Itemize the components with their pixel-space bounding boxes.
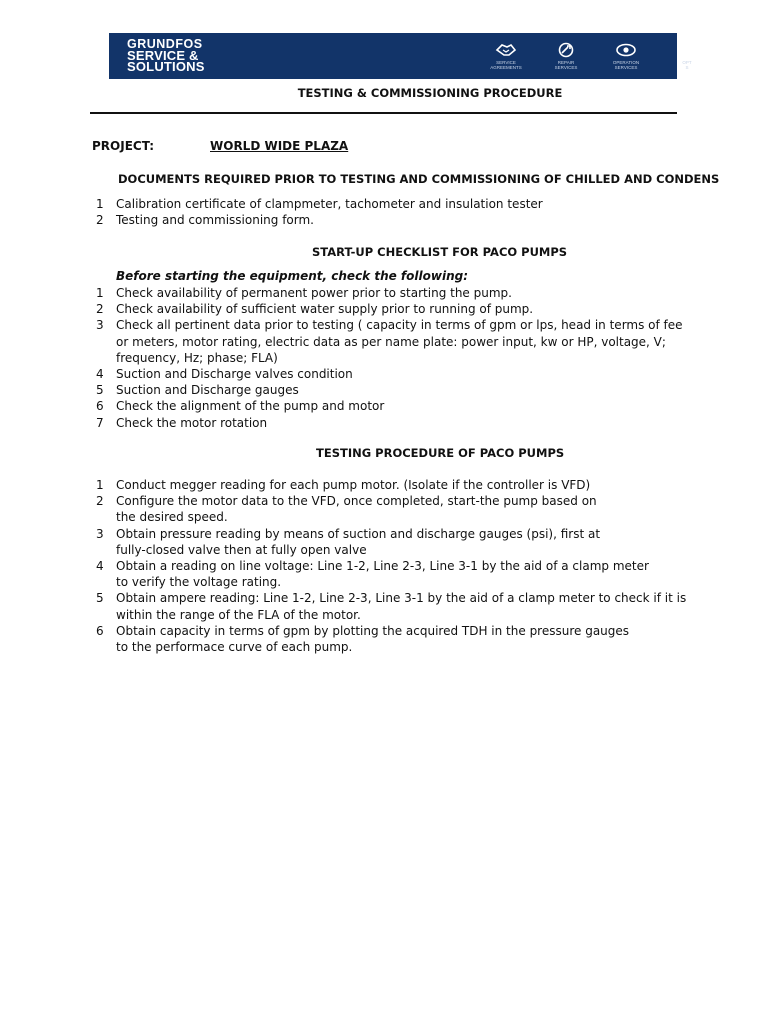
item-text: Check all pertinent data prior to testing ( capacity in terms of gpm or lps, head in terms of fee or meters, motor rating, electric data as per name plate: power input, kw or HP, voltage, V; frequency, Hz; phase; FLA): [116, 318, 683, 365]
item-number: 2: [96, 213, 104, 228]
item-number: 6: [96, 623, 104, 638]
item-text: Suction and Discharge valves condition: [116, 367, 353, 382]
item-number: 7: [96, 415, 104, 430]
partial-icon: [676, 42, 698, 58]
service-agreements: [476, 42, 536, 70]
list-item: [90, 590, 690, 622]
list-item: [90, 366, 690, 382]
item-text: Configure the motor data to the VFD, once completed, start-the pump based on the desired speed.: [116, 494, 597, 525]
item-number: 1: [96, 197, 104, 211]
list-item: [90, 415, 690, 431]
item-text: Obtain ampere reading: Line 1-2, Line 2-3, Line 3-1 by the aid of a clamp meter to check if it is within the range of the FLA of the motor.: [116, 591, 687, 622]
list-item: [90, 196, 690, 212]
service-agreements-label: SERVICE AGREEMENTS: [490, 60, 522, 70]
operation-services-label: OPERATION SERVICES: [612, 60, 640, 70]
list-item: [90, 493, 690, 525]
item-number: 3: [96, 318, 104, 333]
repair-services: [536, 42, 596, 70]
repair-services-label: REPAIR SERVICES: [554, 60, 578, 70]
logo-line-2: SERVICE &: [127, 48, 199, 63]
item-number: 4: [96, 559, 104, 574]
item-number: 2: [96, 494, 104, 509]
item-text: Check the motor rotation: [116, 415, 268, 430]
item-text: Suction and Discharge gauges: [116, 383, 299, 398]
grundfos-logo: [127, 39, 205, 72]
list-item: [90, 477, 690, 493]
list-item: [90, 285, 690, 301]
list-item: [90, 301, 690, 317]
item-text: Check the alignment of the pump and motor: [116, 399, 385, 414]
item-number: 1: [96, 286, 104, 300]
list-item: [90, 398, 690, 414]
document-title: TESTING & COMMISSIONING PROCEDURE: [297, 86, 563, 100]
item-number: 2: [96, 302, 104, 317]
item-text: Check availability of permanent power prior to starting the pump.: [116, 286, 512, 300]
handshake-icon: [495, 42, 517, 58]
list-item: [90, 317, 690, 366]
list-item: [90, 212, 690, 228]
documents-list: [90, 196, 690, 228]
wrench-icon: [555, 42, 577, 58]
item-text: Obtain capacity in terms of gpm by plotting the acquired TDH in the pressure gauges to the performace curve of each pump.: [116, 623, 630, 655]
logo-line-3: SOLUTIONS: [127, 59, 205, 74]
documents-heading: DOCUMENTS REQUIRED PRIOR TO TESTING AND COMMISSIONING OF CHILLED AND CONDENS: [118, 172, 720, 186]
operation-services: [596, 42, 656, 70]
item-number: 6: [96, 399, 104, 414]
list-item: [90, 623, 690, 655]
optimisation-services: [657, 42, 717, 70]
checklist-intro: Before starting the equipment, check the following:: [116, 269, 468, 283]
project-name: WORLD WIDE PLAZA: [210, 139, 349, 153]
item-number: 5: [96, 383, 104, 398]
logo-line-1: GRUNDFOS: [127, 37, 203, 51]
item-number: 1: [96, 478, 104, 492]
item-text: Obtain pressure reading by means of suction and discharge gauges (psi), first at fully-closed valve then at fully open valve: [116, 526, 601, 557]
title-divider: [90, 112, 677, 114]
item-text: Conduct megger reading for each pump motor. (Isolate if the controller is VFD): [116, 478, 591, 492]
item-text: Calibration certificate of clampmeter, tachometer and insulation tester: [116, 197, 543, 211]
checklist: [90, 285, 690, 431]
procedure-list: [90, 477, 690, 655]
list-item: [90, 558, 690, 590]
eye-icon: [615, 42, 637, 58]
header-banner: [109, 33, 692, 79]
checklist-heading: START-UP CHECKLIST FOR PACO PUMPS: [312, 245, 568, 259]
item-text: Testing and commissioning form.: [116, 213, 314, 228]
optimisation-services-label: OPT S: [682, 60, 692, 70]
list-item: [90, 526, 690, 558]
project-label: PROJECT:: [92, 139, 155, 153]
item-number: 3: [96, 526, 104, 541]
list-item: [90, 382, 690, 398]
item-text: Obtain a reading on line voltage: Line 1-2, Line 2-3, Line 3-1 by the aid of a clamp meter to verify the voltage rating.: [116, 559, 649, 590]
item-text: Check availability of sufficient water supply prior to running of pump.: [116, 302, 534, 317]
item-number: 5: [96, 591, 104, 606]
item-number: 4: [96, 367, 104, 382]
procedure-heading: TESTING PROCEDURE OF PACO PUMPS: [316, 446, 565, 460]
